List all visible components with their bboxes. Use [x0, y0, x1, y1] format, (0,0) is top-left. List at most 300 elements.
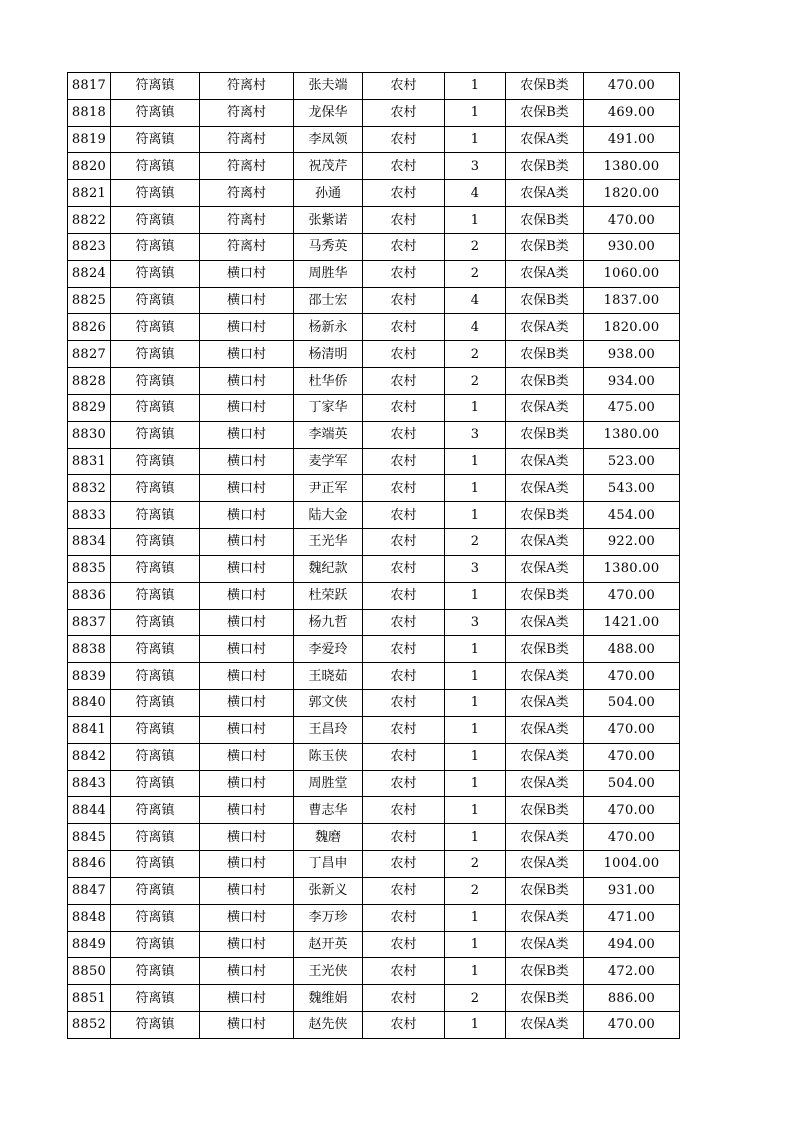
name-cell: 李万珍: [294, 904, 363, 931]
amount-cell: 938.00: [584, 341, 680, 368]
serial-number-cell: 8818: [68, 99, 111, 126]
household-type-cell: 农村: [363, 207, 445, 234]
town-cell: 符离镇: [111, 448, 200, 475]
name-cell: 张夫端: [294, 73, 363, 100]
serial-number-cell: 8821: [68, 180, 111, 207]
town-cell: 符离镇: [111, 207, 200, 234]
household-size-cell: 1: [445, 73, 506, 100]
village-cell: 符离村: [200, 233, 294, 260]
town-cell: 符离镇: [111, 1011, 200, 1038]
household-size-cell: 4: [445, 180, 506, 207]
household-type-cell: 农村: [363, 126, 445, 153]
household-type-cell: 农村: [363, 931, 445, 958]
table-row: [68, 609, 680, 636]
village-cell: 横口村: [200, 421, 294, 448]
insurance-category-cell: 农保A类: [506, 609, 584, 636]
insurance-category-cell: 农保B类: [506, 341, 584, 368]
insurance-category-cell: 农保B类: [506, 368, 584, 395]
household-type-cell: 农村: [363, 904, 445, 931]
table-row: [68, 475, 680, 502]
household-size-cell: 4: [445, 314, 506, 341]
town-cell: 符离镇: [111, 126, 200, 153]
town-cell: 符离镇: [111, 877, 200, 904]
serial-number-cell: 8846: [68, 851, 111, 878]
amount-cell: 470.00: [584, 663, 680, 690]
name-cell: 赵开英: [294, 931, 363, 958]
insurance-category-cell: 农保B类: [506, 99, 584, 126]
household-type-cell: 农村: [363, 368, 445, 395]
town-cell: 符离镇: [111, 904, 200, 931]
name-cell: 陆大金: [294, 502, 363, 529]
household-size-cell: 3: [445, 421, 506, 448]
town-cell: 符离镇: [111, 341, 200, 368]
household-type-cell: 农村: [363, 73, 445, 100]
household-type-cell: 农村: [363, 529, 445, 556]
insurance-category-cell: 农保A类: [506, 260, 584, 287]
amount-cell: 504.00: [584, 770, 680, 797]
insurance-category-cell: 农保B类: [506, 421, 584, 448]
village-cell: 符离村: [200, 180, 294, 207]
household-type-cell: 农村: [363, 153, 445, 180]
village-cell: 横口村: [200, 314, 294, 341]
household-size-cell: 1: [445, 743, 506, 770]
village-cell: 横口村: [200, 904, 294, 931]
table-row: [68, 341, 680, 368]
name-cell: 郭文侠: [294, 690, 363, 717]
table-row: [68, 555, 680, 582]
household-type-cell: 农村: [363, 502, 445, 529]
town-cell: 符离镇: [111, 529, 200, 556]
insurance-category-cell: 农保B类: [506, 636, 584, 663]
household-size-cell: 1: [445, 207, 506, 234]
amount-cell: 488.00: [584, 636, 680, 663]
serial-number-cell: 8824: [68, 260, 111, 287]
household-type-cell: 农村: [363, 1011, 445, 1038]
household-type-cell: 农村: [363, 958, 445, 985]
household-type-cell: 农村: [363, 287, 445, 314]
table-row: [68, 1011, 680, 1038]
insurance-category-cell: 农保B类: [506, 985, 584, 1012]
name-cell: 张紫诺: [294, 207, 363, 234]
household-type-cell: 农村: [363, 851, 445, 878]
insurance-category-cell: 农保B类: [506, 287, 584, 314]
serial-number-cell: 8825: [68, 287, 111, 314]
town-cell: 符离镇: [111, 743, 200, 770]
village-cell: 横口村: [200, 877, 294, 904]
insurance-category-cell: 农保B类: [506, 207, 584, 234]
amount-cell: 1820.00: [584, 180, 680, 207]
village-cell: 符离村: [200, 73, 294, 100]
serial-number-cell: 8819: [68, 126, 111, 153]
town-cell: 符离镇: [111, 260, 200, 287]
serial-number-cell: 8828: [68, 368, 111, 395]
village-cell: 横口村: [200, 931, 294, 958]
insurance-category-cell: 农保A类: [506, 931, 584, 958]
household-type-cell: 农村: [363, 421, 445, 448]
household-size-cell: 1: [445, 1011, 506, 1038]
village-cell: 横口村: [200, 368, 294, 395]
table-row: [68, 824, 680, 851]
serial-number-cell: 8852: [68, 1011, 111, 1038]
household-size-cell: 1: [445, 716, 506, 743]
serial-number-cell: 8820: [68, 153, 111, 180]
household-size-cell: 1: [445, 904, 506, 931]
town-cell: 符离镇: [111, 287, 200, 314]
serial-number-cell: 8847: [68, 877, 111, 904]
household-type-cell: 农村: [363, 99, 445, 126]
insurance-category-cell: 农保B类: [506, 153, 584, 180]
serial-number-cell: 8831: [68, 448, 111, 475]
village-cell: 横口村: [200, 448, 294, 475]
household-type-cell: 农村: [363, 233, 445, 260]
name-cell: 龙保华: [294, 99, 363, 126]
household-size-cell: 2: [445, 529, 506, 556]
household-type-cell: 农村: [363, 609, 445, 636]
amount-cell: 931.00: [584, 877, 680, 904]
town-cell: 符离镇: [111, 716, 200, 743]
table-row: [68, 233, 680, 260]
amount-cell: 472.00: [584, 958, 680, 985]
table-row: [68, 153, 680, 180]
name-cell: 李凤领: [294, 126, 363, 153]
town-cell: 符离镇: [111, 314, 200, 341]
insurance-category-cell: 农保B类: [506, 73, 584, 100]
table-row: [68, 368, 680, 395]
table-row: [68, 743, 680, 770]
town-cell: 符离镇: [111, 824, 200, 851]
amount-cell: 469.00: [584, 99, 680, 126]
insurance-category-cell: 农保B类: [506, 582, 584, 609]
village-cell: 横口村: [200, 958, 294, 985]
amount-cell: 470.00: [584, 797, 680, 824]
village-cell: 符离村: [200, 126, 294, 153]
village-cell: 横口村: [200, 663, 294, 690]
village-cell: 横口村: [200, 341, 294, 368]
household-type-cell: 农村: [363, 582, 445, 609]
household-size-cell: 2: [445, 368, 506, 395]
household-size-cell: 1: [445, 663, 506, 690]
amount-cell: 1421.00: [584, 609, 680, 636]
serial-number-cell: 8832: [68, 475, 111, 502]
village-cell: 横口村: [200, 985, 294, 1012]
table-row: [68, 502, 680, 529]
amount-cell: 886.00: [584, 985, 680, 1012]
town-cell: 符离镇: [111, 931, 200, 958]
insurance-category-cell: 农保B类: [506, 502, 584, 529]
name-cell: 王光华: [294, 529, 363, 556]
table-row: [68, 877, 680, 904]
household-size-cell: 4: [445, 287, 506, 314]
village-cell: 符离村: [200, 99, 294, 126]
table-row: [68, 690, 680, 717]
name-cell: 李爱玲: [294, 636, 363, 663]
village-cell: 横口村: [200, 851, 294, 878]
village-cell: 横口村: [200, 690, 294, 717]
village-cell: 横口村: [200, 287, 294, 314]
amount-cell: 471.00: [584, 904, 680, 931]
town-cell: 符离镇: [111, 770, 200, 797]
name-cell: 王晓茹: [294, 663, 363, 690]
amount-cell: 470.00: [584, 824, 680, 851]
village-cell: 符离村: [200, 207, 294, 234]
household-type-cell: 农村: [363, 394, 445, 421]
name-cell: 魏磨: [294, 824, 363, 851]
table-row: [68, 260, 680, 287]
name-cell: 邵士宏: [294, 287, 363, 314]
village-cell: 横口村: [200, 716, 294, 743]
town-cell: 符离镇: [111, 663, 200, 690]
table-row: [68, 716, 680, 743]
insurance-category-cell: 农保A类: [506, 663, 584, 690]
amount-cell: 1060.00: [584, 260, 680, 287]
town-cell: 符离镇: [111, 73, 200, 100]
household-type-cell: 农村: [363, 770, 445, 797]
table-row: [68, 99, 680, 126]
insurance-category-cell: 农保A类: [506, 475, 584, 502]
village-cell: 横口村: [200, 582, 294, 609]
relief-roster-table: [67, 72, 680, 1039]
household-size-cell: 3: [445, 555, 506, 582]
household-type-cell: 农村: [363, 985, 445, 1012]
serial-number-cell: 8851: [68, 985, 111, 1012]
name-cell: 陈玉侠: [294, 743, 363, 770]
household-type-cell: 农村: [363, 716, 445, 743]
amount-cell: 470.00: [584, 1011, 680, 1038]
amount-cell: 491.00: [584, 126, 680, 153]
name-cell: 杨新永: [294, 314, 363, 341]
amount-cell: 494.00: [584, 931, 680, 958]
name-cell: 李端英: [294, 421, 363, 448]
name-cell: 尹正军: [294, 475, 363, 502]
household-size-cell: 1: [445, 797, 506, 824]
table-row: [68, 770, 680, 797]
serial-number-cell: 8840: [68, 690, 111, 717]
table-row: [68, 207, 680, 234]
household-size-cell: 1: [445, 394, 506, 421]
serial-number-cell: 8848: [68, 904, 111, 931]
amount-cell: 470.00: [584, 582, 680, 609]
amount-cell: 1380.00: [584, 555, 680, 582]
name-cell: 杨清明: [294, 341, 363, 368]
insurance-category-cell: 农保A类: [506, 448, 584, 475]
name-cell: 杨九哲: [294, 609, 363, 636]
household-size-cell: 1: [445, 99, 506, 126]
table-body: [68, 73, 680, 1039]
town-cell: 符离镇: [111, 99, 200, 126]
household-type-cell: 农村: [363, 797, 445, 824]
table-row: [68, 73, 680, 100]
name-cell: 周胜华: [294, 260, 363, 287]
serial-number-cell: 8838: [68, 636, 111, 663]
town-cell: 符离镇: [111, 233, 200, 260]
town-cell: 符离镇: [111, 180, 200, 207]
amount-cell: 930.00: [584, 233, 680, 260]
name-cell: 祝茂芹: [294, 153, 363, 180]
village-cell: 横口村: [200, 260, 294, 287]
town-cell: 符离镇: [111, 368, 200, 395]
household-size-cell: 1: [445, 126, 506, 153]
name-cell: 曹志华: [294, 797, 363, 824]
name-cell: 孙通: [294, 180, 363, 207]
household-size-cell: 2: [445, 233, 506, 260]
household-type-cell: 农村: [363, 260, 445, 287]
name-cell: 张新义: [294, 877, 363, 904]
household-type-cell: 农村: [363, 877, 445, 904]
household-size-cell: 1: [445, 636, 506, 663]
table-row: [68, 448, 680, 475]
serial-number-cell: 8850: [68, 958, 111, 985]
insurance-category-cell: 农保A类: [506, 824, 584, 851]
insurance-category-cell: 农保A类: [506, 314, 584, 341]
household-type-cell: 农村: [363, 663, 445, 690]
household-size-cell: 1: [445, 475, 506, 502]
amount-cell: 470.00: [584, 207, 680, 234]
insurance-category-cell: 农保A类: [506, 770, 584, 797]
insurance-category-cell: 农保A类: [506, 690, 584, 717]
household-type-cell: 农村: [363, 475, 445, 502]
name-cell: 王光侠: [294, 958, 363, 985]
household-size-cell: 2: [445, 341, 506, 368]
insurance-category-cell: 农保B类: [506, 797, 584, 824]
amount-cell: 1837.00: [584, 287, 680, 314]
table-row: [68, 931, 680, 958]
serial-number-cell: 8841: [68, 716, 111, 743]
village-cell: 横口村: [200, 555, 294, 582]
table-row: [68, 180, 680, 207]
amount-cell: 543.00: [584, 475, 680, 502]
household-size-cell: 2: [445, 985, 506, 1012]
household-type-cell: 农村: [363, 636, 445, 663]
town-cell: 符离镇: [111, 502, 200, 529]
amount-cell: 922.00: [584, 529, 680, 556]
household-type-cell: 农村: [363, 690, 445, 717]
table-row: [68, 126, 680, 153]
table-row: [68, 985, 680, 1012]
serial-number-cell: 8837: [68, 609, 111, 636]
town-cell: 符离镇: [111, 985, 200, 1012]
insurance-category-cell: 农保A类: [506, 555, 584, 582]
serial-number-cell: 8834: [68, 529, 111, 556]
serial-number-cell: 8843: [68, 770, 111, 797]
village-cell: 横口村: [200, 609, 294, 636]
household-size-cell: 3: [445, 609, 506, 636]
village-cell: 横口村: [200, 529, 294, 556]
village-cell: 横口村: [200, 770, 294, 797]
amount-cell: 1820.00: [584, 314, 680, 341]
household-size-cell: 1: [445, 448, 506, 475]
town-cell: 符离镇: [111, 797, 200, 824]
town-cell: 符离镇: [111, 475, 200, 502]
serial-number-cell: 8849: [68, 931, 111, 958]
amount-cell: 454.00: [584, 502, 680, 529]
table-row: [68, 904, 680, 931]
name-cell: 王昌玲: [294, 716, 363, 743]
town-cell: 符离镇: [111, 421, 200, 448]
table-row: [68, 636, 680, 663]
village-cell: 横口村: [200, 1011, 294, 1038]
household-size-cell: 2: [445, 260, 506, 287]
amount-cell: 1380.00: [584, 153, 680, 180]
amount-cell: 1380.00: [584, 421, 680, 448]
household-type-cell: 农村: [363, 743, 445, 770]
household-size-cell: 1: [445, 770, 506, 797]
village-cell: 横口村: [200, 475, 294, 502]
table-row: [68, 421, 680, 448]
insurance-category-cell: 农保A类: [506, 851, 584, 878]
name-cell: 麦学军: [294, 448, 363, 475]
amount-cell: 470.00: [584, 73, 680, 100]
insurance-category-cell: 农保A类: [506, 529, 584, 556]
table-row: [68, 663, 680, 690]
village-cell: 横口村: [200, 636, 294, 663]
serial-number-cell: 8827: [68, 341, 111, 368]
insurance-category-cell: 农保B类: [506, 233, 584, 260]
table-row: [68, 797, 680, 824]
household-type-cell: 农村: [363, 555, 445, 582]
table-row: [68, 851, 680, 878]
household-size-cell: 1: [445, 958, 506, 985]
name-cell: 马秀英: [294, 233, 363, 260]
household-size-cell: 3: [445, 153, 506, 180]
serial-number-cell: 8817: [68, 73, 111, 100]
amount-cell: 934.00: [584, 368, 680, 395]
name-cell: 魏维娟: [294, 985, 363, 1012]
name-cell: 杜荣跃: [294, 582, 363, 609]
village-cell: 符离村: [200, 153, 294, 180]
insurance-category-cell: 农保A类: [506, 743, 584, 770]
serial-number-cell: 8823: [68, 233, 111, 260]
name-cell: 魏纪款: [294, 555, 363, 582]
household-size-cell: 1: [445, 931, 506, 958]
name-cell: 丁昌申: [294, 851, 363, 878]
amount-cell: 1004.00: [584, 851, 680, 878]
insurance-category-cell: 农保A类: [506, 180, 584, 207]
household-size-cell: 2: [445, 851, 506, 878]
town-cell: 符离镇: [111, 555, 200, 582]
insurance-category-cell: 农保A类: [506, 394, 584, 421]
name-cell: 丁家华: [294, 394, 363, 421]
amount-cell: 523.00: [584, 448, 680, 475]
serial-number-cell: 8845: [68, 824, 111, 851]
serial-number-cell: 8839: [68, 663, 111, 690]
table-row: [68, 958, 680, 985]
village-cell: 横口村: [200, 502, 294, 529]
serial-number-cell: 8833: [68, 502, 111, 529]
table-row: [68, 582, 680, 609]
town-cell: 符离镇: [111, 609, 200, 636]
household-type-cell: 农村: [363, 341, 445, 368]
amount-cell: 475.00: [584, 394, 680, 421]
household-type-cell: 农村: [363, 314, 445, 341]
village-cell: 横口村: [200, 824, 294, 851]
town-cell: 符离镇: [111, 582, 200, 609]
serial-number-cell: 8844: [68, 797, 111, 824]
table-row: [68, 287, 680, 314]
serial-number-cell: 8836: [68, 582, 111, 609]
table-row: [68, 394, 680, 421]
town-cell: 符离镇: [111, 851, 200, 878]
village-cell: 横口村: [200, 797, 294, 824]
household-type-cell: 农村: [363, 448, 445, 475]
amount-cell: 504.00: [584, 690, 680, 717]
village-cell: 横口村: [200, 394, 294, 421]
town-cell: 符离镇: [111, 690, 200, 717]
household-size-cell: 1: [445, 690, 506, 717]
name-cell: 杜华侨: [294, 368, 363, 395]
insurance-category-cell: 农保A类: [506, 904, 584, 931]
household-size-cell: 1: [445, 502, 506, 529]
serial-number-cell: 8842: [68, 743, 111, 770]
